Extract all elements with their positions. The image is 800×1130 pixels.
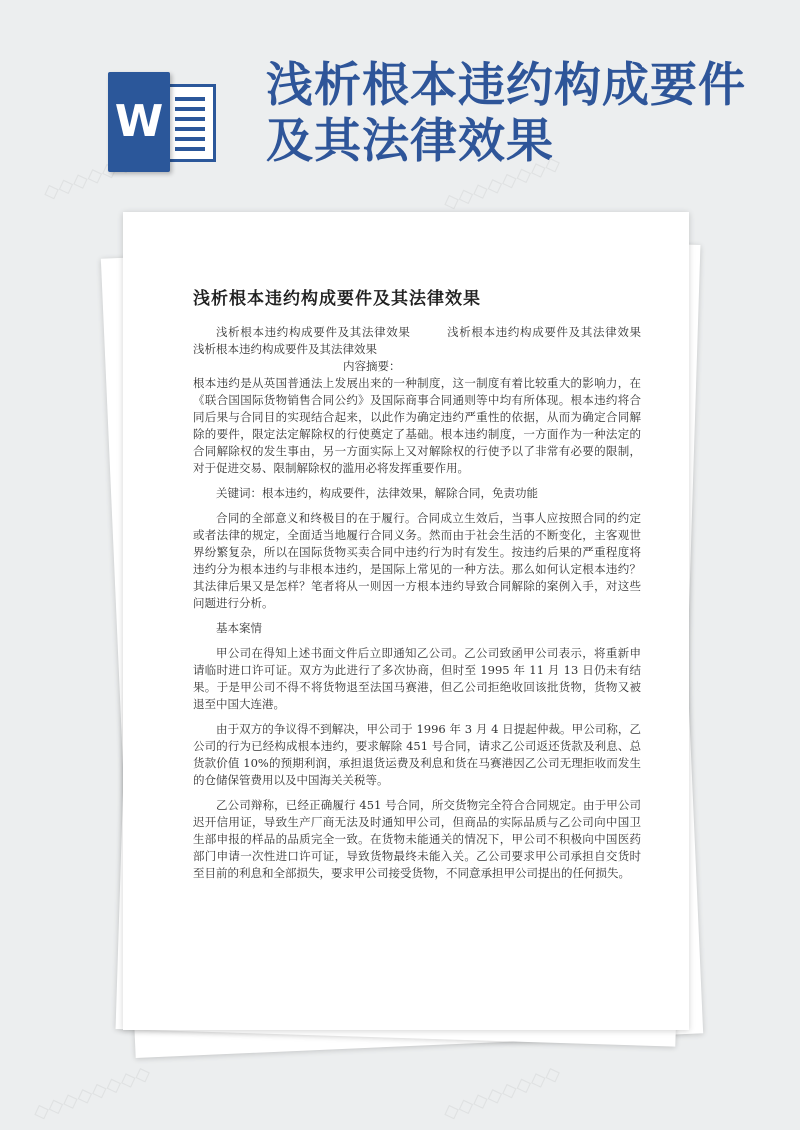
body-paragraph: 合同的全部意义和终极目的在于履行。合同成立生效后，当事人应按照合同的约定或者法律的规定，全面适当地履行合同义务。然而由于社会生活的不断变化，主客观世界纷繁复杂，所以在国际货物买卖合同中违约行为时有发生。按违约后果的严重程度将违约分为根本违约与非根本违约，是国际上常见的一种方法。那么如何认定根本违约？其法律后果又是怎样？笔者将从一则因一方根本违约导致合同解除的案例入手，对这些问题进行分析。 xyxy=(193,511,641,610)
body-paragraph: 甲公司在得知上述书面文件后立即通知乙公司。乙公司致函甲公司表示，将重新申请临时进口许可证。双方为此进行了多次协商，但时至 1995 年 11 月 13 日仍未有结果。于是甲公司不得不将货物退至法国马赛港，但乙公司拒绝收回该批货物，货物又被退至中国大连港。 xyxy=(193,646,641,711)
word-icon xyxy=(108,72,220,172)
body-paragraph: 乙公司辩称，已经正确履行 451 号合同，所交货物完全符合合同规定。由于甲公司迟开信用证，导致生产厂商无法及时通知甲公司，但商品的实际品质与乙公司向中国卫生部申报的样品的品质完全一致。在货物未能通关的情况下，甲公司不积极向中国医药部门申请一次性进口许可证，导致货物最终未能入关。乙公司要求甲公司承担自交货时至目前的利息和全部损失，要求甲公司接受货物，不同意承担甲公司提出的任何损失。 xyxy=(193,798,641,880)
section-heading: 基本案情 xyxy=(216,621,262,635)
body-paragraph: 由于双方的争议得不到解决，甲公司于 1996 年 3 月 4 日提起仲裁。甲公司称，乙公司的行为已经构成根本违约，要求解除 451 号合同，请求乙公司返还货款及利息、总货款价值 10%的预期利润，承担退货运费及利息和货在马赛港因乙公司无理拒收而发生的仓储保管费用以及中国海关关税等。 xyxy=(193,722,641,787)
abstract-paragraph: 根本违约是从英国普通法上发展出来的一种制度，这一制度有着比较重大的影响力，在《联合国国际货物销售合同公约》及国际商事合同通则等中均有所体现。根本违约将合同后果与合同目的实现结合起来，以此作为确定违约严重性的依据，从而为确定合同解除的要件，限定法定解除权的行使奠定了基础。根本违约制度，一方面作为一种法定的合同解除权的发生事由，另一方面实际上又对解除权的行使予以了非常有必要的限制，对于促进交易、限制解除权的滥用必将发挥重要作用。 xyxy=(193,376,641,475)
watermark: ◇◇◇◇◇◇◇◇ xyxy=(439,149,564,215)
watermark: ◇◇◇◇◇◇◇◇ xyxy=(39,139,164,205)
watermark: ◇◇◇◇◇◇◇◇ xyxy=(439,1059,564,1125)
subtitle-line: 浅析根本违约构成要件及其法律效果 浅析根本违约构成要件及其法律效果 浅析根本违约构成要件及其法律效果 xyxy=(193,325,733,356)
watermark: ◇◇◇◇◇◇◇◇ xyxy=(29,1059,154,1125)
document-body xyxy=(193,324,733,890)
word-icon-letter: W xyxy=(108,72,170,172)
abstract-label: 内容摘要： xyxy=(343,359,401,373)
header-title: 浅析根本违约构成要件及其法律效果 xyxy=(266,58,746,169)
keywords-line: 关键词：根本违约，构成要件，法律效果，解除合同，免责功能 xyxy=(216,486,538,500)
document-page xyxy=(123,212,733,1030)
document-title: 浅析根本违约构成要件及其法律效果 xyxy=(193,289,481,309)
